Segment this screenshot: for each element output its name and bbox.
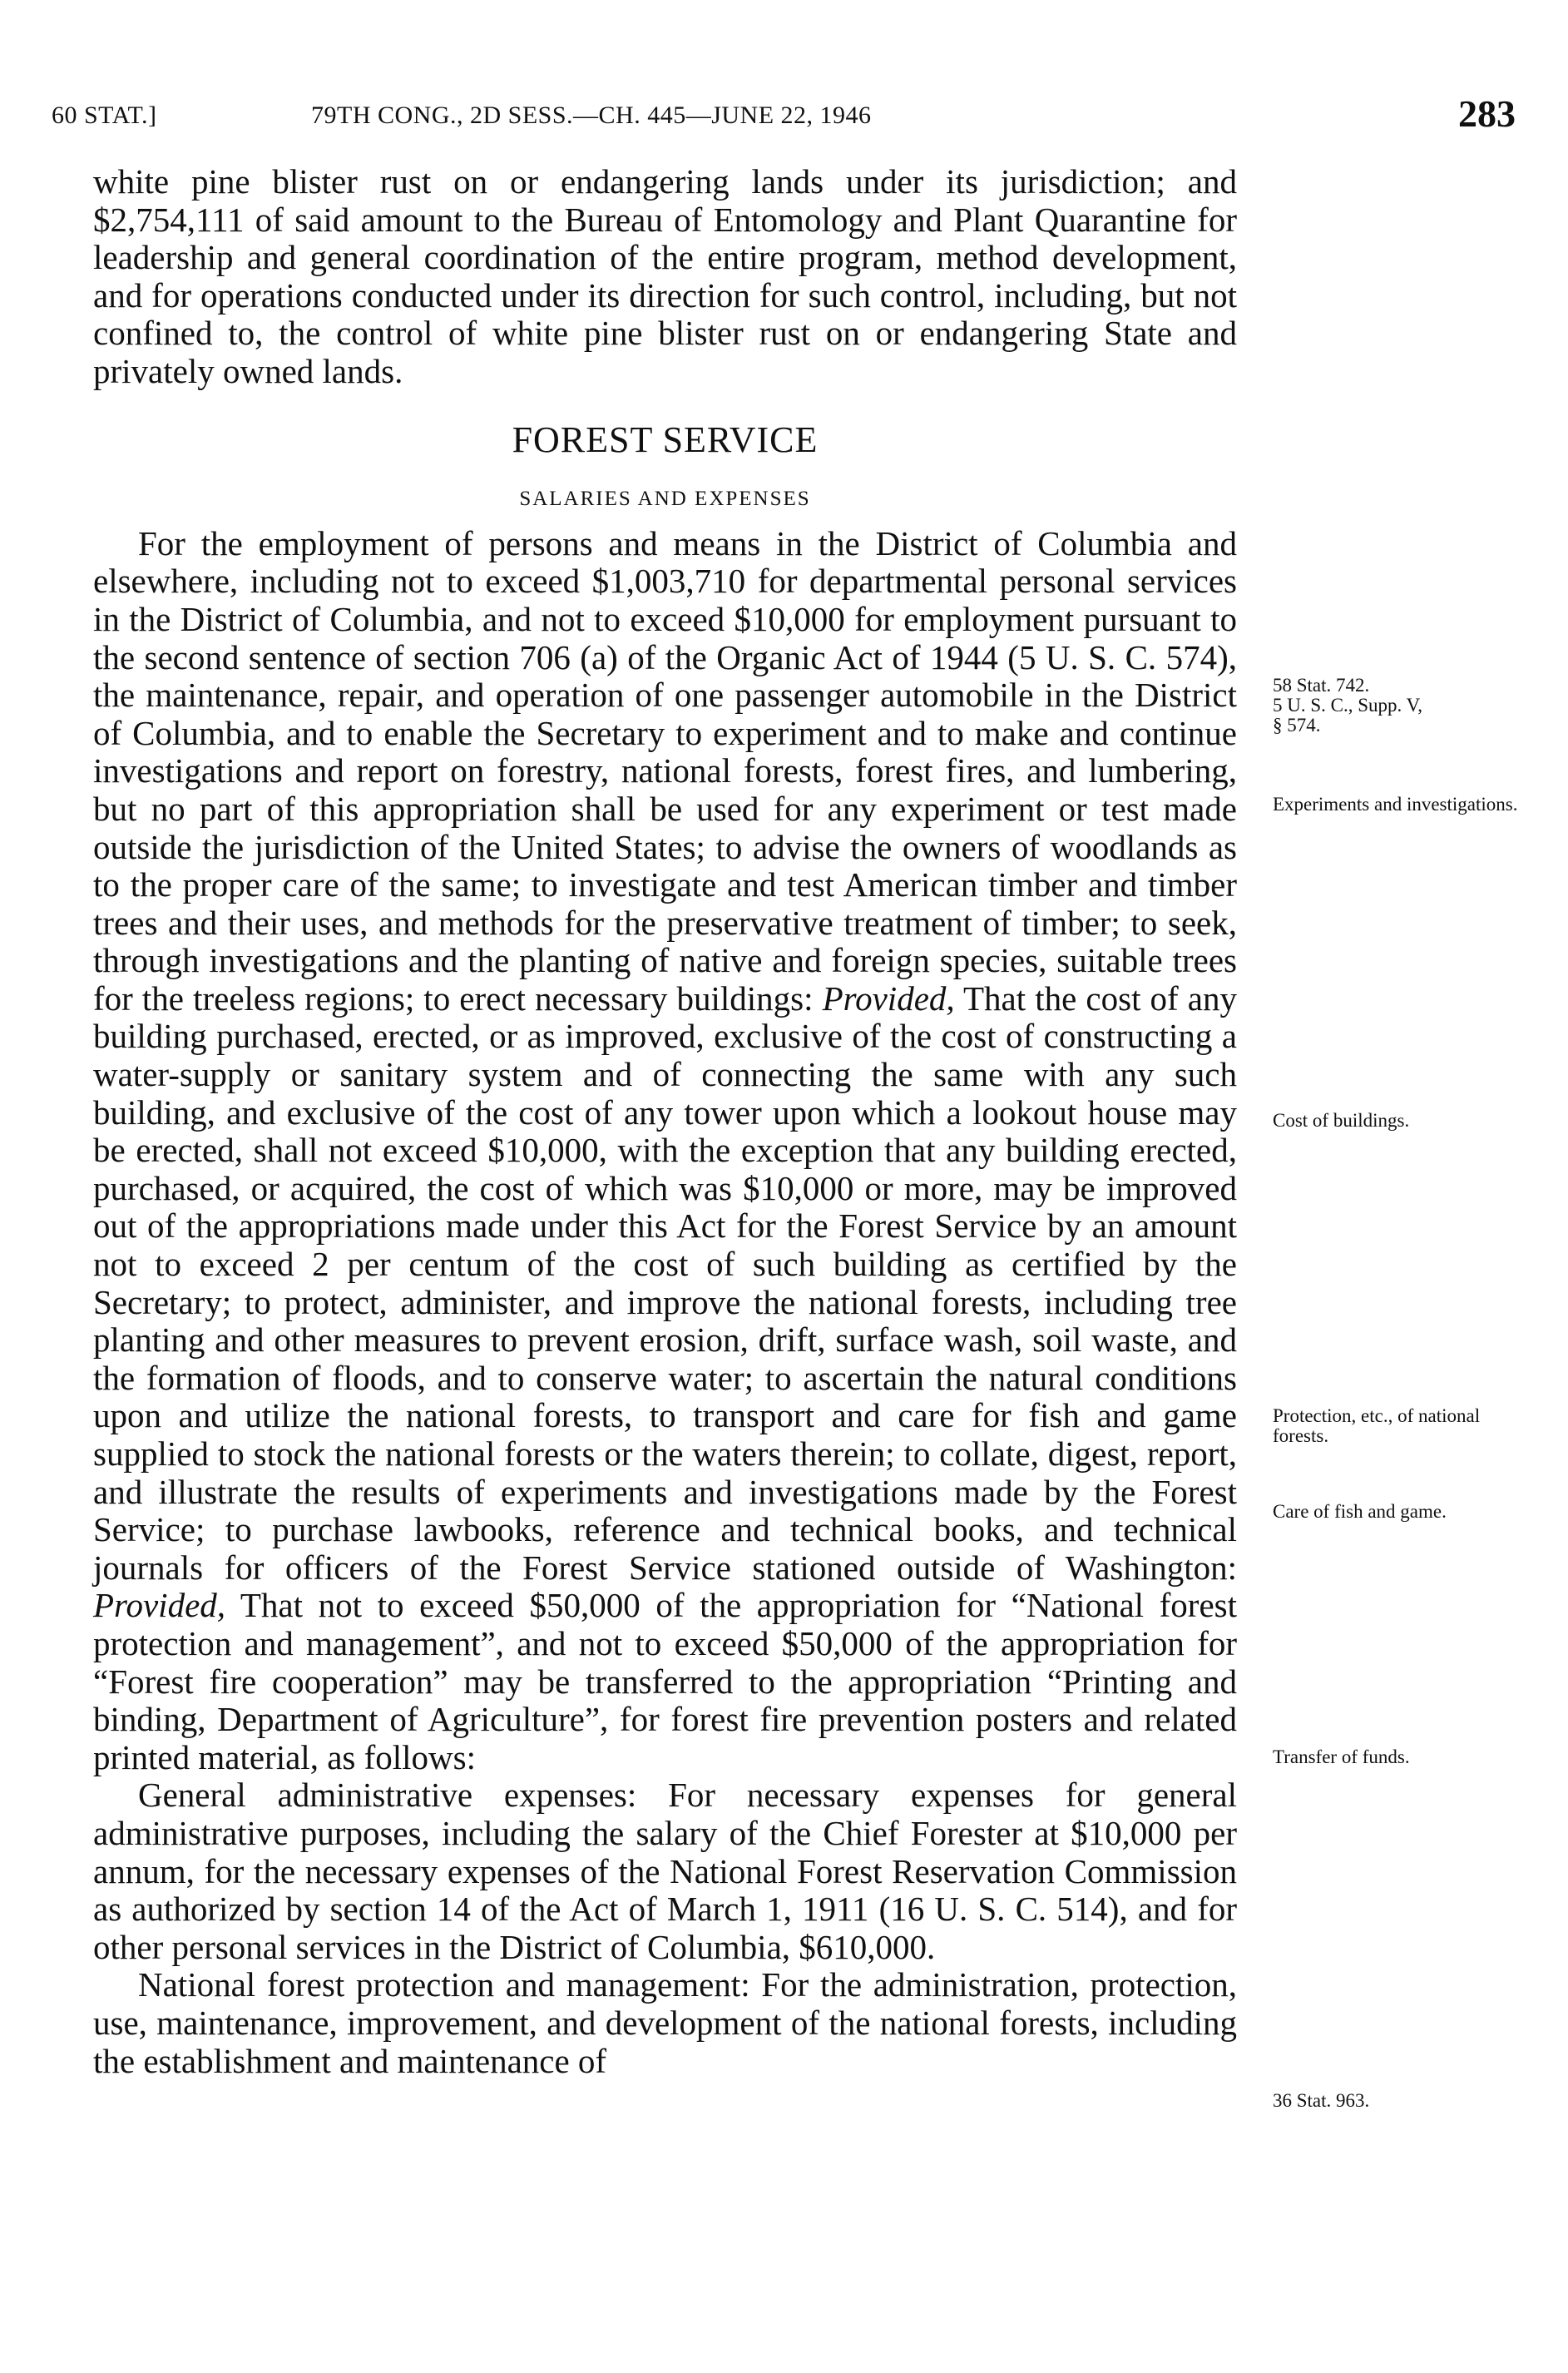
subsection-title: SALARIES AND EXPENSES bbox=[519, 488, 811, 511]
paragraph-text-part-1: For the employment of persons and means in the District of Columbia and elsewhere, including not to exceed $1,003,710 for departmental personal services in the District of Columbia, and not to exceed $10,000 for employment pursuant to the second sentence of section 706 (a) of the Organic Act of 1944 (5 U. S. C. 574), the maintenance, repair, and operation of one passenger automobile in the District of Columbia, and to enable the Secretary to experiment and to make and continue investigations and report on forestry, national forests, forest fires, and lumbering, but no part of this appropriation shall be used for any experiment or test made outside the jurisdiction of the United States; to advise the owners of woodlands as to the proper care of the same; to investigate and test American timber and timber trees and their uses, and methods for the preservative treatment of timber; to seek, through investigations and the planting of native and foreign species, suitable trees for the treeless regions; to erect necessary buildings: bbox=[93, 523, 1237, 1018]
margin-note-protection: Protection, etc., of national forests. bbox=[1273, 1405, 1481, 1446]
section-title: FOREST SERVICE bbox=[512, 419, 819, 460]
main-text-column bbox=[93, 163, 1237, 2080]
margin-note-section-574: § 574. bbox=[1273, 715, 1321, 736]
margin-note-usc-supp: 5 U. S. C., Supp. V, bbox=[1273, 695, 1423, 716]
margin-note-stat-references bbox=[1273, 676, 1531, 736]
page-header bbox=[52, 92, 1516, 150]
paragraph-text-part-3: That not to exceed $50,000 of the appropriation for “National forest protection and management”, and not to exceed $50,000 of the appropriation for “Forest fire cooperation” may be transferred to the appropriation “Printing and binding, Department of Agriculture”, for forest fire prevention posters and related printed material, as follows: bbox=[93, 1586, 1238, 1776]
margin-note-36-stat: 36 Stat. 963. bbox=[1273, 2090, 1370, 2111]
margin-note-cost-of-buildings: Cost of buildings. bbox=[1273, 1110, 1410, 1131]
margin-note-transfer-of-funds: Transfer of funds. bbox=[1273, 1746, 1410, 1767]
margin-note-experiments: Experiments and investigations. bbox=[1273, 794, 1518, 815]
provided-keyword: Provided, bbox=[822, 978, 955, 1018]
national-forest-protection-paragraph: National forest protection and management: For the administration, protection, use, maintenance, improvement, and development of the national forests, including the establishment and maintenance of bbox=[93, 1965, 1237, 2080]
page-number: 283 bbox=[1458, 92, 1516, 135]
margin-note-fish-game: Care of fish and game. bbox=[1273, 1501, 1447, 1522]
provided-keyword: Provided, bbox=[93, 1586, 226, 1625]
statute-reference: 60 STAT.] bbox=[52, 102, 157, 129]
opening-paragraph: white pine blister rust on or endangering lands under its jurisdiction; and $2,754,111 of said amount to the Bureau of Entomology and Plant Quarantine for leadership and general coordination of the entire program, method development, and for operations conducted under its direction for such control, including, but not confined to, the control of white pine blister rust on or endangering State and privately owned lands. bbox=[93, 162, 1237, 390]
congress-session-line: 79TH CONG., 2D SESS.—CH. 445—JUNE 22, 1946 bbox=[311, 102, 872, 129]
general-administrative-paragraph: General administrative expenses: For necessary expenses for general administrative purposes, including the salary of the Chief Forester at $10,000 per annum, for the necessary expenses of the National Forest Reservation Commission as authorized by section 14 of the Act of March 1, 1911 (16 U. S. C. 514), and for other personal services in the District of Columbia, $610,000. bbox=[93, 1776, 1237, 1966]
salaries-expenses-paragraph bbox=[93, 525, 1237, 1777]
margin-note-58-stat: 58 Stat. 742. bbox=[1273, 675, 1370, 696]
paragraph-text-part-2: That the cost of any building purchased, erected, or as improved, exclusive of the cost of constructing a water-supply or sanitary system and of connecting the same with any such building, and exclusive of the cost of any tower upon which a lookout house may be erected, shall not exceed $10,000, with the exception that any building erected, purchased, or acquired, the cost of which was $10,000 or more, may be improved out of the appropriations made under this Act for the Forest Service by an amount not to exceed 2 per centum of the cost of such building as certified by the Secretary; to protect, administer, and improve the national forests, including tree planting and other measures to prevent erosion, drift, surface wash, soil waste, and the formation of floods, and to conserve water; to ascertain the natural conditions upon and utilize the national forests, to transport and care for fish and game supplied to stock the national forests or the waters therein; to collate, digest, report, and illustrate the results of experiments and investigations made by the Forest Service; to purchase lawbooks, reference and technical books, and technical journals for officers of the Forest Service stationed outside of Washington: bbox=[93, 978, 1238, 1587]
